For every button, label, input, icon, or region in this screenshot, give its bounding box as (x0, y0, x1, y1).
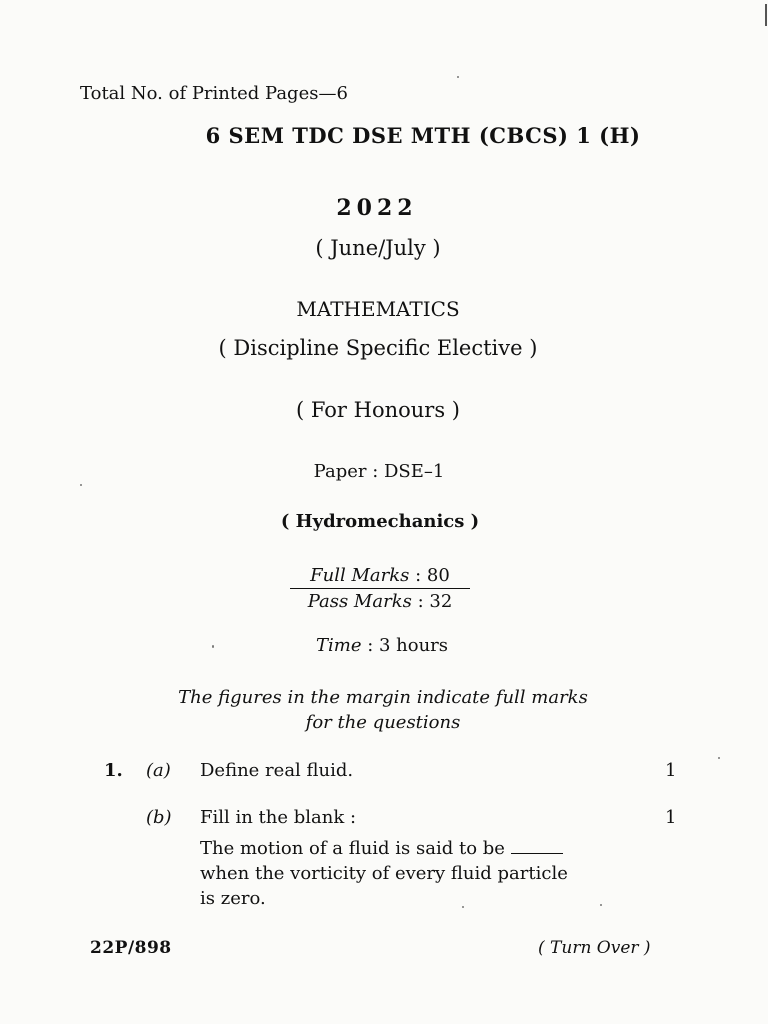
question-b-line-2: when the vorticity of every fluid particle (200, 863, 568, 884)
question-b-label: (b) (146, 807, 172, 828)
scan-speck (212, 645, 214, 648)
question-a-text: Define real fluid. (200, 760, 354, 781)
full-marks (290, 563, 470, 588)
exam-year: 2022 (336, 195, 418, 221)
exam-time (0, 635, 764, 656)
scan-speck (80, 484, 82, 486)
scan-speck (462, 906, 464, 908)
scan-speck (718, 757, 720, 759)
printed-pages-count: Total No. of Printed Pages—6 (80, 83, 348, 104)
marks-box (290, 561, 470, 614)
subject-title: MATHEMATICS (296, 297, 460, 321)
exam-code: 6 SEM TDC DSE MTH (CBCS) 1 (H) (205, 123, 641, 148)
full-marks-value: : 80 (409, 564, 450, 586)
paper-number: Paper : DSE–1 (313, 461, 445, 482)
course-level: ( For Honours ) (296, 398, 460, 422)
question-b-line-1 (200, 836, 640, 861)
turn-over: ( Turn Over ) (538, 938, 651, 958)
scan-speck (457, 76, 459, 78)
paper-type: ( Discipline Specific Elective ) (218, 336, 538, 360)
exam-session: ( June/July ) (315, 236, 441, 260)
time-label: Time (315, 635, 362, 656)
full-marks-label: Full Marks (310, 564, 410, 586)
instructions-line-1: The figures in the margin indicate full marks (178, 687, 588, 708)
paper-code: 22P/898 (90, 938, 172, 958)
scan-edge-mark (765, 4, 767, 26)
question-b-line-1-text: The motion of a fluid is said to be (200, 838, 511, 859)
instructions (0, 685, 766, 735)
question-number: 1. (104, 760, 123, 781)
pass-marks (290, 589, 470, 614)
question-b-marks: 1 (665, 807, 677, 828)
question-b-text: Fill in the blank : (200, 807, 357, 828)
scan-speck (600, 904, 602, 906)
instructions-line-2: for the questions (305, 712, 461, 733)
pass-marks-label: Pass Marks (307, 591, 412, 612)
paper-topic: ( Hydromechanics ) (280, 511, 480, 532)
fill-in-blank (511, 839, 563, 854)
question-b-line-3: is zero. (200, 888, 266, 909)
question-a-marks: 1 (665, 760, 677, 781)
question-a-label: (a) (146, 760, 171, 781)
time-value: : 3 hours (361, 635, 449, 656)
question-b-body (200, 836, 640, 911)
pass-marks-value: : 32 (411, 591, 453, 612)
